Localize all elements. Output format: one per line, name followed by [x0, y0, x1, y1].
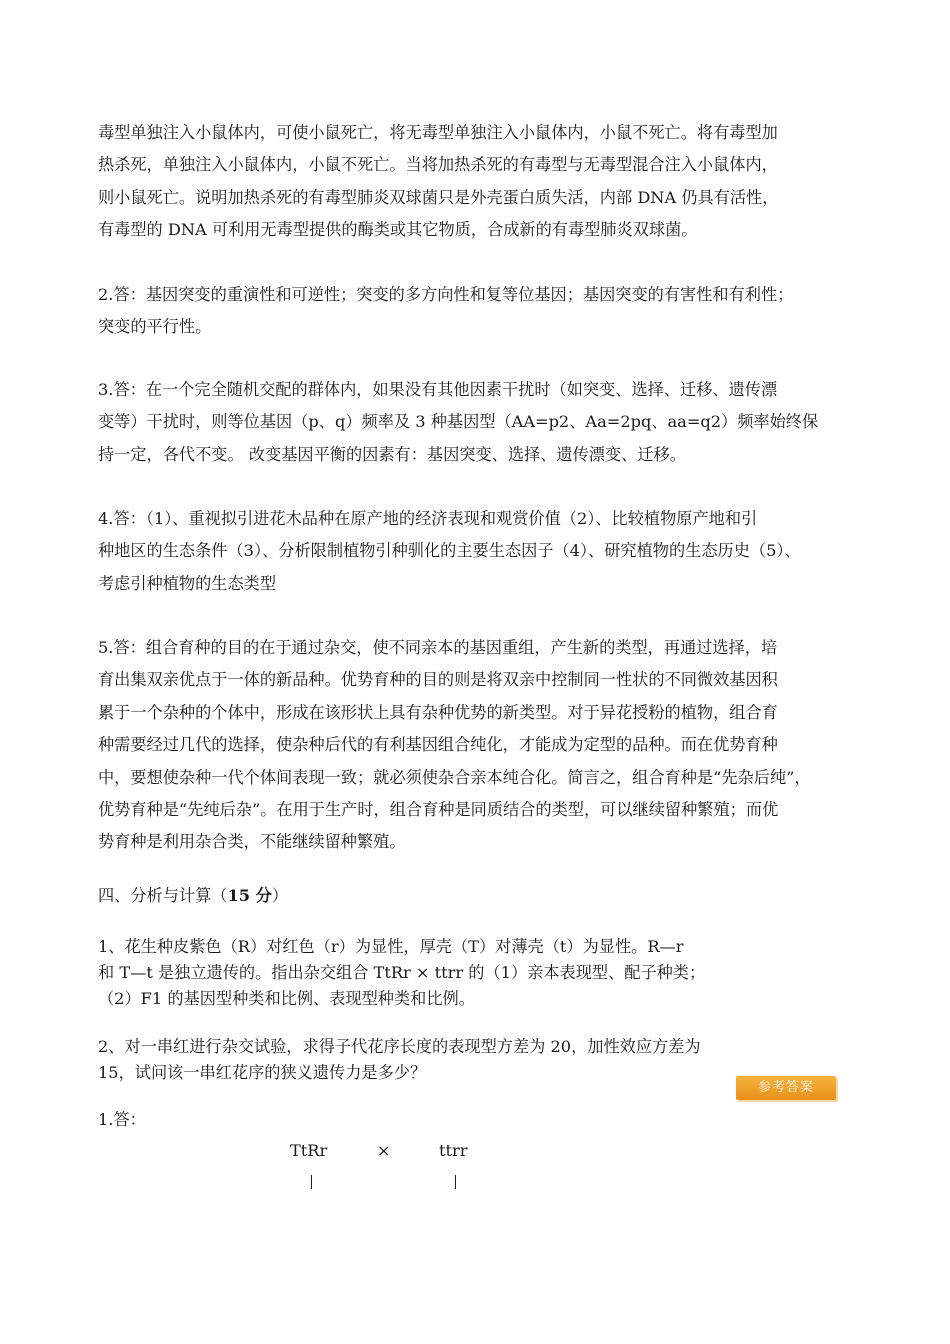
parent-genotype-2: ttrr — [439, 1141, 468, 1160]
answer-5 — [98, 632, 843, 859]
question-2-line: 15，试问该一串红花序的狭义遗传力是多少？ — [98, 1063, 427, 1082]
question-1-line: 和 T—t 是独立遗传的。指出杂交组合 TtRr × ttrr 的（1）亲本表现型、配子种类； — [98, 963, 706, 982]
text-line: 中，要想使杂种一代个体间表现一致；就必须使杂合亲本纯合化。简言之，组合育种是“先杂后纯”， — [98, 767, 811, 787]
text-line: 种地区的生态条件（3）、分析限制植物引种驯化的主要生态因子（4）、研究植物的生态历史（5）、 — [98, 541, 801, 561]
question-1-line: （2）F1 的基因型种类和比例、表现型种类和比例。 — [98, 989, 475, 1008]
answer-4 — [98, 503, 843, 600]
text-line: 考虑引种植物的生态类型 — [98, 573, 277, 593]
text-line: 5.答：组合育种的目的在于通过杂交，使不同亲本的基因重组，产生新的类型，再通过选择，培 — [98, 638, 778, 657]
answer-3 — [98, 374, 843, 471]
answer-1-continuation — [98, 117, 843, 247]
text-line: 突变的平行性。 — [98, 317, 212, 337]
text-line: 种需要经过几代的选择，使杂种后代的有利基因组合纯化，才能成为定型的品种。而在优势育种 — [98, 735, 778, 755]
heading-suffix: ） — [271, 886, 289, 905]
text-line: 毒型单独注入小鼠体内，可使小鼠死亡，将无毒型单独注入小鼠体内，小鼠不死亡。将有毒型加 — [98, 123, 778, 142]
text-line: 势育种是利用杂合类，不能继续留种繁殖。 — [98, 832, 406, 852]
answer-2 — [98, 279, 843, 344]
parent-genotype-1: TtRr — [290, 1141, 328, 1160]
text-line: 持一定，各代不变。 改变基因平衡的因素有：基因突变、选择、遗传漂变、迁移。 — [98, 444, 686, 464]
text-line: 变等）干扰时，则等位基因（p、q）频率及 3 种基因型（AA=p2、Aa=2pq、aa=q2）频率始终保 — [98, 412, 819, 432]
answer-1-label: 1.答： — [98, 1110, 146, 1129]
text-line: 育出集双亲优点于一体的新品种。优势育种的目的则是将双亲中控制同一性状的不同微效基因积 — [98, 670, 778, 690]
cross-symbol: × — [377, 1141, 391, 1160]
reference-answer-badge: 参考答案 — [736, 1076, 836, 1100]
section-heading — [98, 884, 288, 908]
question-1-line: 1、花生种皮紫色（R）对红色（r）为显性，厚壳（T）对薄壳（t）为显性。R—r — [98, 937, 684, 956]
gamete-arrow-2 — [455, 1175, 456, 1189]
heading-score: 15 分 — [227, 886, 272, 905]
text-line: 累于一个杂种的个体中，形成在该形状上具有杂种优势的新类型。对于异花授粉的植物，组合育 — [98, 702, 778, 722]
text-line: 3.答：在一个完全随机交配的群体内，如果没有其他因素干扰时（如突变、选择、迁移、遗传漂 — [98, 380, 778, 399]
text-line: 热杀死，单独注入小鼠体内，小鼠不死亡。当将加热杀死的有毒型与无毒型混合注入小鼠体内， — [98, 155, 778, 175]
text-line: 优势育种是“先纯后杂”。在用于生产时，组合育种是同质结合的类型，可以继续留种繁殖；而优 — [98, 800, 779, 820]
text-line: 2.答：基因突变的重演性和可逆性；突变的多方向性和复等位基因；基因突变的有害性和有利性； — [98, 285, 794, 304]
text-line: 则小鼠死亡。说明加热杀死的有毒型肺炎双球菌只是外壳蛋白质失活，内部 DNA 仍具有活性， — [98, 187, 779, 207]
text-line: 有毒型的 DNA 可利用无毒型提供的酶类或其它物质，合成新的有毒型肺炎双球菌。 — [98, 220, 698, 240]
gamete-arrow-1 — [311, 1175, 312, 1189]
heading-prefix: 四、分析与计算（ — [98, 886, 228, 905]
text-line: 4.答：（1）、重视拟引进花木品种在原产地的经济表现和观赏价值（2）、比较植物原产地和引 — [98, 509, 758, 528]
question-2-line: 2、对一串红进行杂交试验，求得子代花序长度的表现型方差为 20，加性效应方差为 — [98, 1037, 701, 1056]
